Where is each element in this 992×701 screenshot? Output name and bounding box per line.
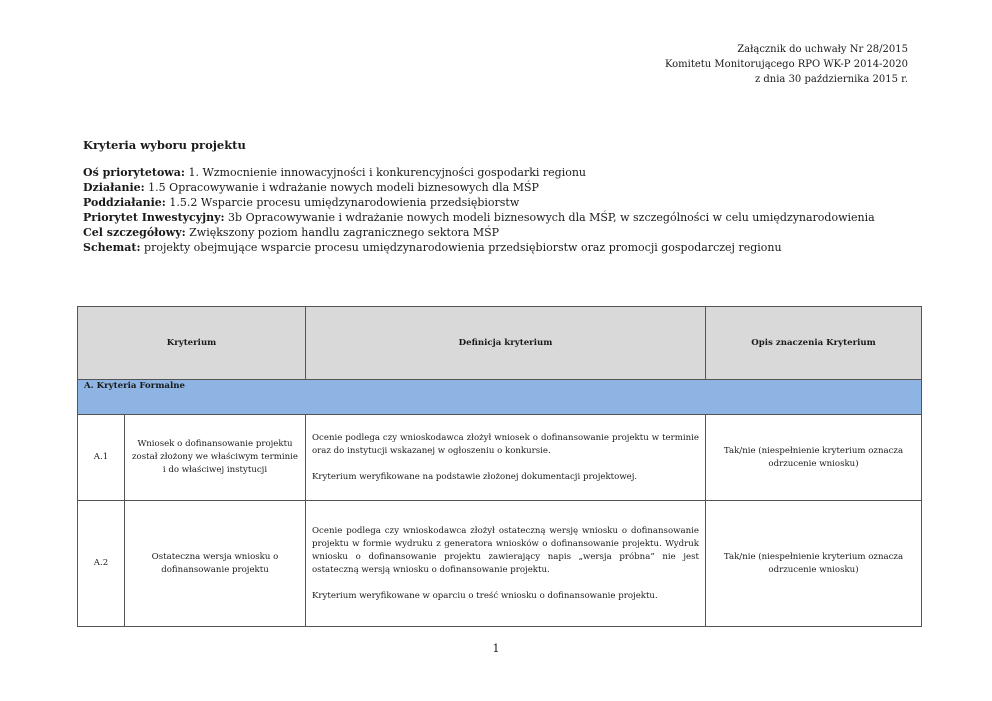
header-criterion: Kryterium (78, 307, 306, 380)
meta-subaction (83, 195, 875, 210)
criterion-meaning: Tak/nie (niespełnienie kryterium oznacza odrzucenie wniosku) (706, 501, 922, 627)
meta-label: Oś priorytetowa: (83, 166, 185, 179)
meta-label: Poddziałanie: (83, 196, 166, 209)
meta-action (83, 180, 875, 195)
criterion-name: Ostateczna wersja wniosku o dofinansowanie projektu (125, 501, 306, 627)
meta-label: Priorytet Inwestycyjny: (83, 211, 225, 224)
criterion-definition (306, 501, 706, 627)
project-meta (83, 165, 875, 255)
page-number: 1 (492, 642, 500, 655)
meta-value: 3b Opracowywanie i wdrażanie nowych modeli biznesowych dla MŚP, w szczególności w celu umiędzynarodowienia (224, 211, 875, 224)
criterion-meaning: Tak/nie (niespełnienie kryterium oznacza odrzucenie wniosku) (706, 415, 922, 501)
definition-paragraph: Kryterium weryfikowane na podstawie złożonej dokumentacji projektowej. (312, 471, 638, 482)
attachment-note-line-2: Komitetu Monitorującego RPO WK-P 2014-2020 (664, 59, 908, 70)
table-row (78, 415, 922, 501)
table-header-row (78, 307, 922, 380)
criterion-definition (306, 415, 706, 501)
document-title: Kryteria wyboru projektu (83, 138, 246, 152)
meta-priority-axis (83, 165, 875, 180)
meta-value: projekty obejmujące wsparcie procesu umiędzynarodowienia przedsiębiorstw oraz promocji gospodarczej regionu (140, 241, 782, 254)
criterion-name: Wniosek o dofinansowanie projektu został złożony we właściwym terminie i do właściwej instytucji (125, 415, 306, 501)
criteria-table (77, 306, 922, 627)
section-row (78, 380, 922, 415)
attachment-note-line-1: Załącznik do uchwały Nr 28/2015 (737, 44, 908, 55)
meta-scheme (83, 240, 875, 255)
definition-paragraph: Ocenie podlega czy wnioskodawca złożył wniosek o dofinansowanie projektu w terminie oraz do instytucji wskazanej w ogłoszeniu o konkursie. (312, 432, 699, 456)
attachment-note-line-3: z dnia 30 października 2015 r. (754, 74, 908, 85)
meta-value: 1.5.2 Wsparcie procesu umiędzynarodowienia przedsiębiorstw (165, 196, 520, 209)
definition-paragraph: Kryterium weryfikowane w oparciu o treść wniosku o dofinansowanie projektu. (312, 590, 658, 601)
attachment-note (665, 42, 908, 87)
header-definition: Definicja kryterium (306, 307, 706, 380)
section-title: A. Kryteria Formalne (78, 380, 922, 415)
meta-value: Zwiększony poziom handlu zagranicznego sektora MŚP (185, 226, 500, 239)
meta-specific-goal (83, 225, 875, 240)
criterion-code: A.1 (78, 415, 125, 501)
table-row (78, 501, 922, 627)
meta-label: Schemat: (83, 241, 141, 254)
meta-label: Działanie: (83, 181, 145, 194)
header-meaning: Opis znaczenia Kryterium (706, 307, 922, 380)
meta-label: Cel szczegółowy: (83, 226, 186, 239)
definition-paragraph: Ocenie podlega czy wnioskodawca złożył ostateczną wersję wniosku o dofinansowanie projektu w formie wydruku z generatora wniosków o dofinansowanie projektu. Wydruk wniosku o dofinansowanie projektu zawierający napis „wersja próbna” nie jest ostateczną wersją wniosku o dofinansowanie projektu. (312, 525, 699, 575)
criterion-code: A.2 (78, 501, 125, 627)
meta-value: 1.5 Opracowywanie i wdrażanie nowych modeli biznesowych dla MŚP (144, 181, 539, 194)
meta-investment-priority (83, 210, 875, 225)
meta-value: 1. Wzmocnienie innowacyjności i konkurencyjności gospodarki regionu (184, 166, 587, 179)
